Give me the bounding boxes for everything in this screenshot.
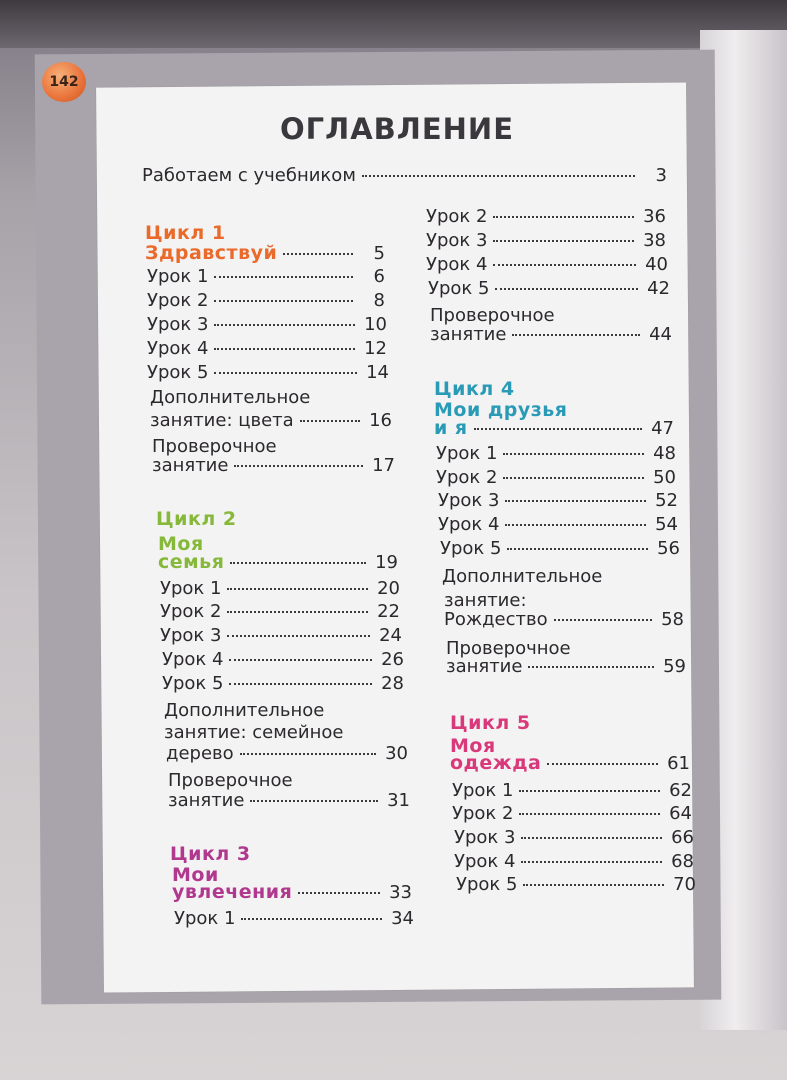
dot-leader bbox=[298, 892, 380, 894]
dot-leader bbox=[523, 884, 664, 886]
toc-entry-lesson[interactable] bbox=[454, 827, 694, 848]
toc-page: 22 bbox=[377, 601, 400, 622]
toc-page: 17 bbox=[372, 455, 395, 476]
toc-test-label: Проверочное bbox=[168, 770, 293, 791]
toc-label: занятие bbox=[430, 324, 507, 345]
cycle5-name: Моя bbox=[450, 735, 496, 757]
dot-leader bbox=[229, 683, 372, 685]
toc-page: 42 bbox=[647, 278, 670, 299]
dot-leader bbox=[214, 324, 355, 326]
toc-page: 33 bbox=[389, 882, 412, 903]
dot-leader bbox=[495, 288, 638, 290]
toc-entry-cycle1[interactable] bbox=[145, 242, 385, 264]
toc-page: 3 bbox=[655, 165, 667, 186]
toc-extra-label: занятие: bbox=[444, 590, 527, 611]
toc-label: Урок 1 bbox=[147, 266, 209, 287]
dot-leader bbox=[474, 428, 642, 430]
toc-entry-lesson[interactable] bbox=[147, 338, 387, 359]
dot-leader bbox=[241, 918, 382, 920]
dot-leader bbox=[214, 372, 357, 374]
toc-entry-lesson[interactable] bbox=[147, 266, 385, 287]
dot-leader bbox=[512, 334, 640, 336]
toc-entry-lesson[interactable] bbox=[452, 780, 692, 801]
toc-entry-lesson[interactable] bbox=[426, 230, 666, 251]
cycle5-name-line2: одежда bbox=[450, 752, 542, 774]
toc-label: Урок 4 bbox=[454, 851, 516, 872]
toc-entry-lesson[interactable] bbox=[436, 443, 676, 464]
toc-extra-label: Дополнительное bbox=[164, 700, 325, 721]
toc-label: Урок 3 bbox=[426, 230, 488, 251]
toc-entry-lesson[interactable] bbox=[147, 290, 385, 311]
dot-leader bbox=[214, 276, 353, 278]
toc-label: Урок 1 bbox=[452, 780, 514, 801]
toc-entry-extra[interactable] bbox=[150, 410, 392, 431]
toc-label: Урок 4 bbox=[426, 254, 488, 275]
toc-entry-cycle3[interactable] bbox=[172, 881, 412, 903]
toc-page: 66 bbox=[671, 827, 694, 848]
toc-entry-lesson[interactable] bbox=[456, 874, 696, 895]
dot-leader bbox=[528, 666, 654, 668]
toc-page: 64 bbox=[669, 803, 692, 824]
cycle1-heading: Цикл 1 bbox=[145, 222, 226, 244]
toc-entry-cycle4[interactable] bbox=[434, 417, 674, 439]
toc-label: занятие bbox=[446, 656, 523, 677]
toc-label: Урок 1 bbox=[160, 578, 222, 599]
toc-label: Урок 2 bbox=[147, 290, 209, 311]
toc-test-label: Проверочное bbox=[152, 436, 277, 457]
toc-page: 10 bbox=[364, 314, 387, 335]
toc-label: Урок 3 bbox=[147, 314, 209, 335]
toc-entry-lesson[interactable] bbox=[160, 601, 400, 622]
toc-extra-label: Дополнительное bbox=[442, 566, 603, 587]
toc-label: Урок 5 bbox=[440, 538, 502, 559]
toc-label: Урок 5 bbox=[147, 362, 209, 383]
toc-page: 61 bbox=[667, 753, 690, 774]
toc-label: занятие: цвета bbox=[150, 410, 294, 431]
dot-leader bbox=[554, 619, 652, 621]
toc-label: Урок 5 bbox=[428, 278, 490, 299]
toc-entry-lesson[interactable] bbox=[438, 514, 678, 535]
toc-label: занятие bbox=[168, 790, 245, 811]
dot-leader bbox=[214, 348, 355, 350]
toc-entry-extra[interactable] bbox=[444, 609, 684, 630]
toc-page: 59 bbox=[663, 656, 686, 677]
toc-test-label: Проверочное bbox=[446, 638, 571, 659]
toc-label: Урок 3 bbox=[438, 490, 500, 511]
toc-label: Рождество bbox=[444, 609, 548, 630]
toc-page: 5 bbox=[373, 243, 385, 264]
dot-leader bbox=[493, 240, 634, 242]
toc-entry-test[interactable] bbox=[168, 790, 410, 811]
toc-page: 52 bbox=[655, 490, 678, 511]
dot-leader bbox=[362, 175, 635, 177]
toc-page: 47 bbox=[651, 418, 674, 439]
toc-entry-lesson[interactable] bbox=[162, 649, 404, 670]
dot-leader bbox=[493, 264, 636, 266]
toc-page: 48 bbox=[653, 443, 676, 464]
dot-leader bbox=[519, 790, 660, 792]
cycle2-heading: Цикл 2 bbox=[156, 508, 237, 530]
dot-leader bbox=[519, 813, 660, 815]
toc-page: 34 bbox=[391, 908, 414, 929]
toc-page: 28 bbox=[381, 673, 404, 694]
toc-entry-cycle2[interactable] bbox=[158, 551, 398, 573]
toc-entry-lesson[interactable] bbox=[147, 314, 387, 335]
toc-label: Урок 1 bbox=[436, 443, 498, 464]
cycle4-heading: Цикл 4 bbox=[434, 378, 515, 400]
dot-leader bbox=[505, 500, 646, 502]
toc-page: 54 bbox=[655, 514, 678, 535]
dot-leader bbox=[547, 763, 658, 765]
toc-entry-lesson[interactable] bbox=[162, 673, 404, 694]
dot-leader bbox=[521, 837, 662, 839]
toc-label: Урок 3 bbox=[454, 827, 516, 848]
toc-entry-lesson[interactable] bbox=[452, 803, 692, 824]
toc-page: 24 bbox=[379, 625, 402, 646]
toc-page: 14 bbox=[366, 362, 389, 383]
dot-leader bbox=[230, 562, 366, 564]
dot-leader bbox=[227, 588, 368, 590]
toc-label: Урок 2 bbox=[160, 601, 222, 622]
toc-entry-lesson[interactable] bbox=[160, 578, 400, 599]
cycle4-name-line2: и я bbox=[434, 417, 468, 439]
toc-entry-lesson[interactable] bbox=[436, 467, 676, 488]
dot-leader bbox=[214, 300, 353, 302]
toc-entry-extra[interactable] bbox=[166, 743, 408, 764]
toc-label: Урок 5 bbox=[162, 673, 224, 694]
toc-page: 50 bbox=[653, 467, 676, 488]
toc-page: 12 bbox=[364, 338, 387, 359]
toc-extra-label: занятие: семейное bbox=[164, 722, 344, 743]
toc-entry-lesson[interactable] bbox=[426, 206, 666, 227]
dot-leader bbox=[250, 800, 378, 802]
toc-label: занятие bbox=[152, 455, 229, 476]
toc-entry-test[interactable] bbox=[430, 324, 672, 345]
toc-extra-label: Дополнительное bbox=[150, 387, 311, 408]
toc-label: Урок 2 bbox=[452, 803, 514, 824]
dot-leader bbox=[300, 420, 360, 422]
cycle5-heading: Цикл 5 bbox=[450, 712, 531, 734]
toc-page: 30 bbox=[385, 743, 408, 764]
toc-entry-test[interactable] bbox=[152, 455, 395, 476]
toc-page: 44 bbox=[649, 324, 672, 345]
toc-entry-lesson[interactable] bbox=[174, 908, 414, 929]
toc-entry-lesson[interactable] bbox=[438, 490, 678, 511]
cycle2-name-line2: семья bbox=[158, 551, 225, 573]
toc-label: дерево bbox=[166, 743, 234, 764]
toc-label: Урок 4 bbox=[438, 514, 500, 535]
cycle2-name: Моя bbox=[158, 533, 204, 555]
toc-entry-lesson[interactable] bbox=[147, 362, 389, 383]
toc-page: 8 bbox=[373, 290, 385, 311]
toc-page: 20 bbox=[377, 578, 400, 599]
toc-page: 6 bbox=[373, 266, 385, 287]
toc-page: 16 bbox=[369, 410, 392, 431]
toc-label: Урок 4 bbox=[162, 649, 224, 670]
toc-test-label: Проверочное bbox=[430, 305, 555, 326]
cycle4-name: Мои друзья bbox=[434, 399, 568, 421]
toc-label: Урок 5 bbox=[456, 874, 518, 895]
toc-label: Урок 3 bbox=[160, 625, 222, 646]
cycle3-name: Мои bbox=[172, 864, 219, 886]
dot-leader bbox=[503, 453, 644, 455]
toc-label: Урок 2 bbox=[436, 467, 498, 488]
toc-entry-intro[interactable] bbox=[142, 165, 667, 186]
toc-page: 38 bbox=[643, 230, 666, 251]
toc-page: 62 bbox=[669, 780, 692, 801]
toc-entry-lesson[interactable] bbox=[426, 254, 668, 275]
cycle1-name: Здравствуй bbox=[145, 242, 278, 264]
toc-entry-test[interactable] bbox=[446, 656, 686, 677]
toc-entry-lesson[interactable] bbox=[454, 851, 694, 872]
toc-entry-cycle5[interactable] bbox=[450, 752, 690, 774]
toc-page: 70 bbox=[673, 874, 696, 895]
toc-label: Работаем с учебником bbox=[142, 165, 356, 186]
dot-leader bbox=[507, 548, 648, 550]
page-number-badge: 142 bbox=[42, 62, 86, 102]
toc-page: 26 bbox=[381, 649, 404, 670]
dot-leader bbox=[503, 477, 644, 479]
dot-leader bbox=[227, 635, 370, 637]
toc-entry-lesson[interactable] bbox=[428, 278, 670, 299]
toc-page: 36 bbox=[643, 206, 666, 227]
toc-page: 19 bbox=[375, 552, 398, 573]
dot-leader bbox=[229, 659, 372, 661]
dot-leader bbox=[505, 524, 646, 526]
toc-label: Урок 2 bbox=[426, 206, 488, 227]
toc-label: Урок 4 bbox=[147, 338, 209, 359]
dot-leader bbox=[283, 253, 353, 255]
dot-leader bbox=[521, 861, 662, 863]
toc-page: 31 bbox=[387, 790, 410, 811]
toc-page: 68 bbox=[671, 851, 694, 872]
toc-page: 58 bbox=[661, 609, 684, 630]
dot-leader bbox=[227, 611, 368, 613]
dot-leader bbox=[493, 216, 634, 218]
toc-label: Урок 1 bbox=[174, 908, 236, 929]
cycle3-name-line2: увлечения bbox=[172, 881, 293, 903]
page-title: ОГЛАВЛЕНИЕ bbox=[280, 112, 515, 146]
scanner-edge bbox=[0, 0, 787, 48]
toc-entry-lesson[interactable] bbox=[440, 538, 680, 559]
toc-entry-lesson[interactable] bbox=[160, 625, 402, 646]
toc-page: 40 bbox=[645, 254, 668, 275]
cycle3-heading: Цикл 3 bbox=[170, 843, 251, 865]
toc-page: 56 bbox=[657, 538, 680, 559]
dot-leader bbox=[240, 753, 376, 755]
dot-leader bbox=[234, 465, 363, 467]
